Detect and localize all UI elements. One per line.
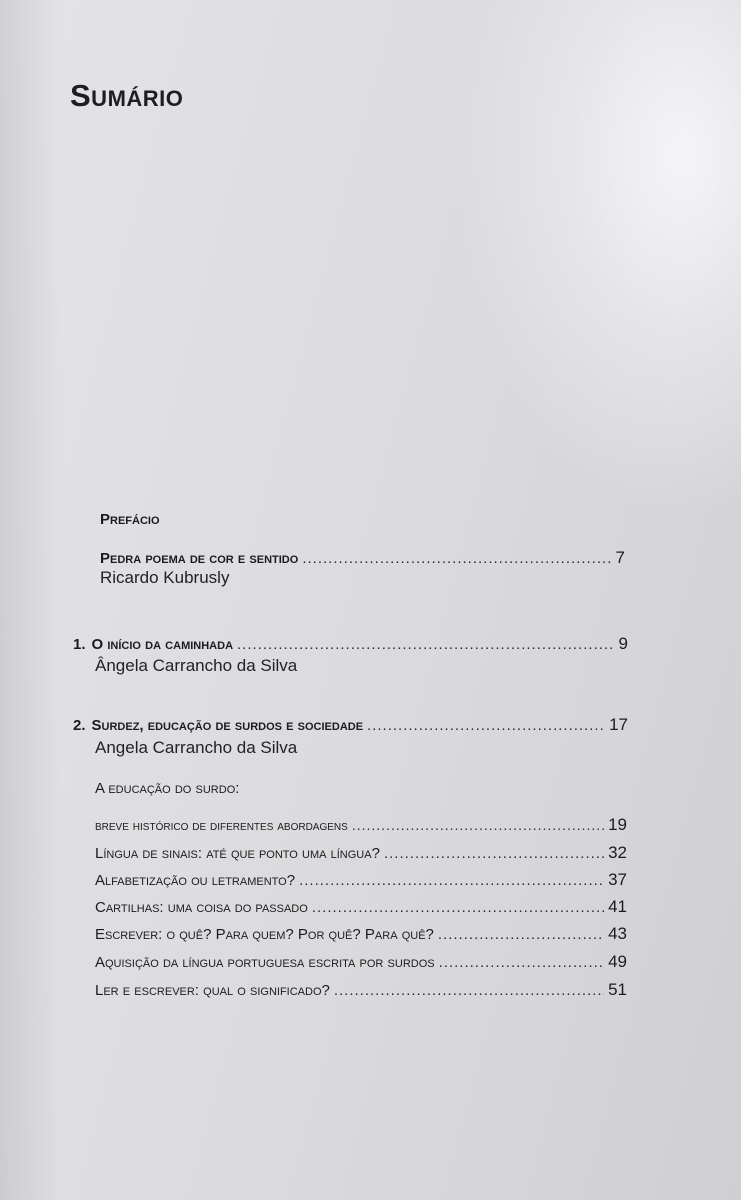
leader-dots (384, 845, 604, 862)
toc-subentry-page: 49 (608, 952, 627, 971)
toc-entry-number: 1. (73, 636, 86, 653)
leader-dots (237, 636, 615, 653)
toc-subentry-title: Aquisição da língua portuguesa escrita por surdos (95, 954, 435, 971)
leader-dots (334, 982, 604, 999)
toc-subentry (95, 843, 627, 863)
toc-entry-author: Angela Carrancho da Silva (95, 738, 298, 757)
toc-subentry (95, 980, 627, 1000)
toc-subentry-title: breve histórico de diferentes abordagens (95, 817, 348, 833)
toc-subentry-title: Língua de sinais: até que ponto uma língua? (95, 845, 380, 862)
leader-dots (439, 954, 604, 971)
toc-subentry-title: Escrever: o quê? Para quem? Por quê? Para quê? (95, 926, 434, 943)
leader-dots (312, 899, 604, 916)
toc-subentry (95, 870, 627, 890)
page-title: Sumário (70, 78, 184, 113)
toc-subentry-page: 37 (608, 870, 627, 889)
preface-label: Prefácio (100, 511, 160, 528)
leader-dots (352, 817, 604, 833)
toc-entry-title: Pedra poema de cor e sentido (100, 550, 299, 567)
leader-dots (302, 550, 611, 567)
toc-subentry (95, 815, 627, 835)
toc-subentry-page: 19 (608, 815, 627, 834)
toc-entry-title: O início da caminhada (91, 636, 234, 653)
toc-subentry (95, 924, 627, 944)
toc-subentry-title: Alfabetização ou letramento? (95, 872, 296, 889)
leader-dots (367, 717, 605, 734)
toc-entry-chapter-1 (73, 634, 628, 654)
toc-entry-preface (100, 548, 625, 568)
leader-dots (299, 872, 604, 889)
subsection-title-line: A educação do surdo: (95, 780, 240, 797)
toc-subentry-title: Cartilhas: uma coisa do passado (95, 899, 308, 916)
toc-entry-author: Ângela Carrancho da Silva (95, 656, 298, 675)
toc-entry-page: 7 (615, 548, 625, 567)
leader-dots (438, 926, 604, 943)
toc-entry-page: 9 (618, 634, 628, 653)
toc-subentry (95, 897, 627, 917)
toc-subentry-page: 32 (608, 843, 627, 862)
toc-entry-title: Surdez, educação de surdos e sociedade (91, 717, 364, 734)
toc-subentry-page: 51 (608, 980, 627, 999)
toc-subentry-page: 43 (608, 924, 627, 943)
toc-subentry-page: 41 (608, 897, 627, 916)
toc-subentry (95, 952, 627, 972)
toc-entry-author: Ricardo Kubrusly (100, 568, 230, 587)
toc-entry-chapter-2 (73, 715, 628, 735)
toc-entry-page: 17 (609, 715, 628, 734)
toc-subentry-title: Ler e escrever: qual o significado? (95, 982, 330, 999)
toc-entry-number: 2. (73, 717, 86, 734)
